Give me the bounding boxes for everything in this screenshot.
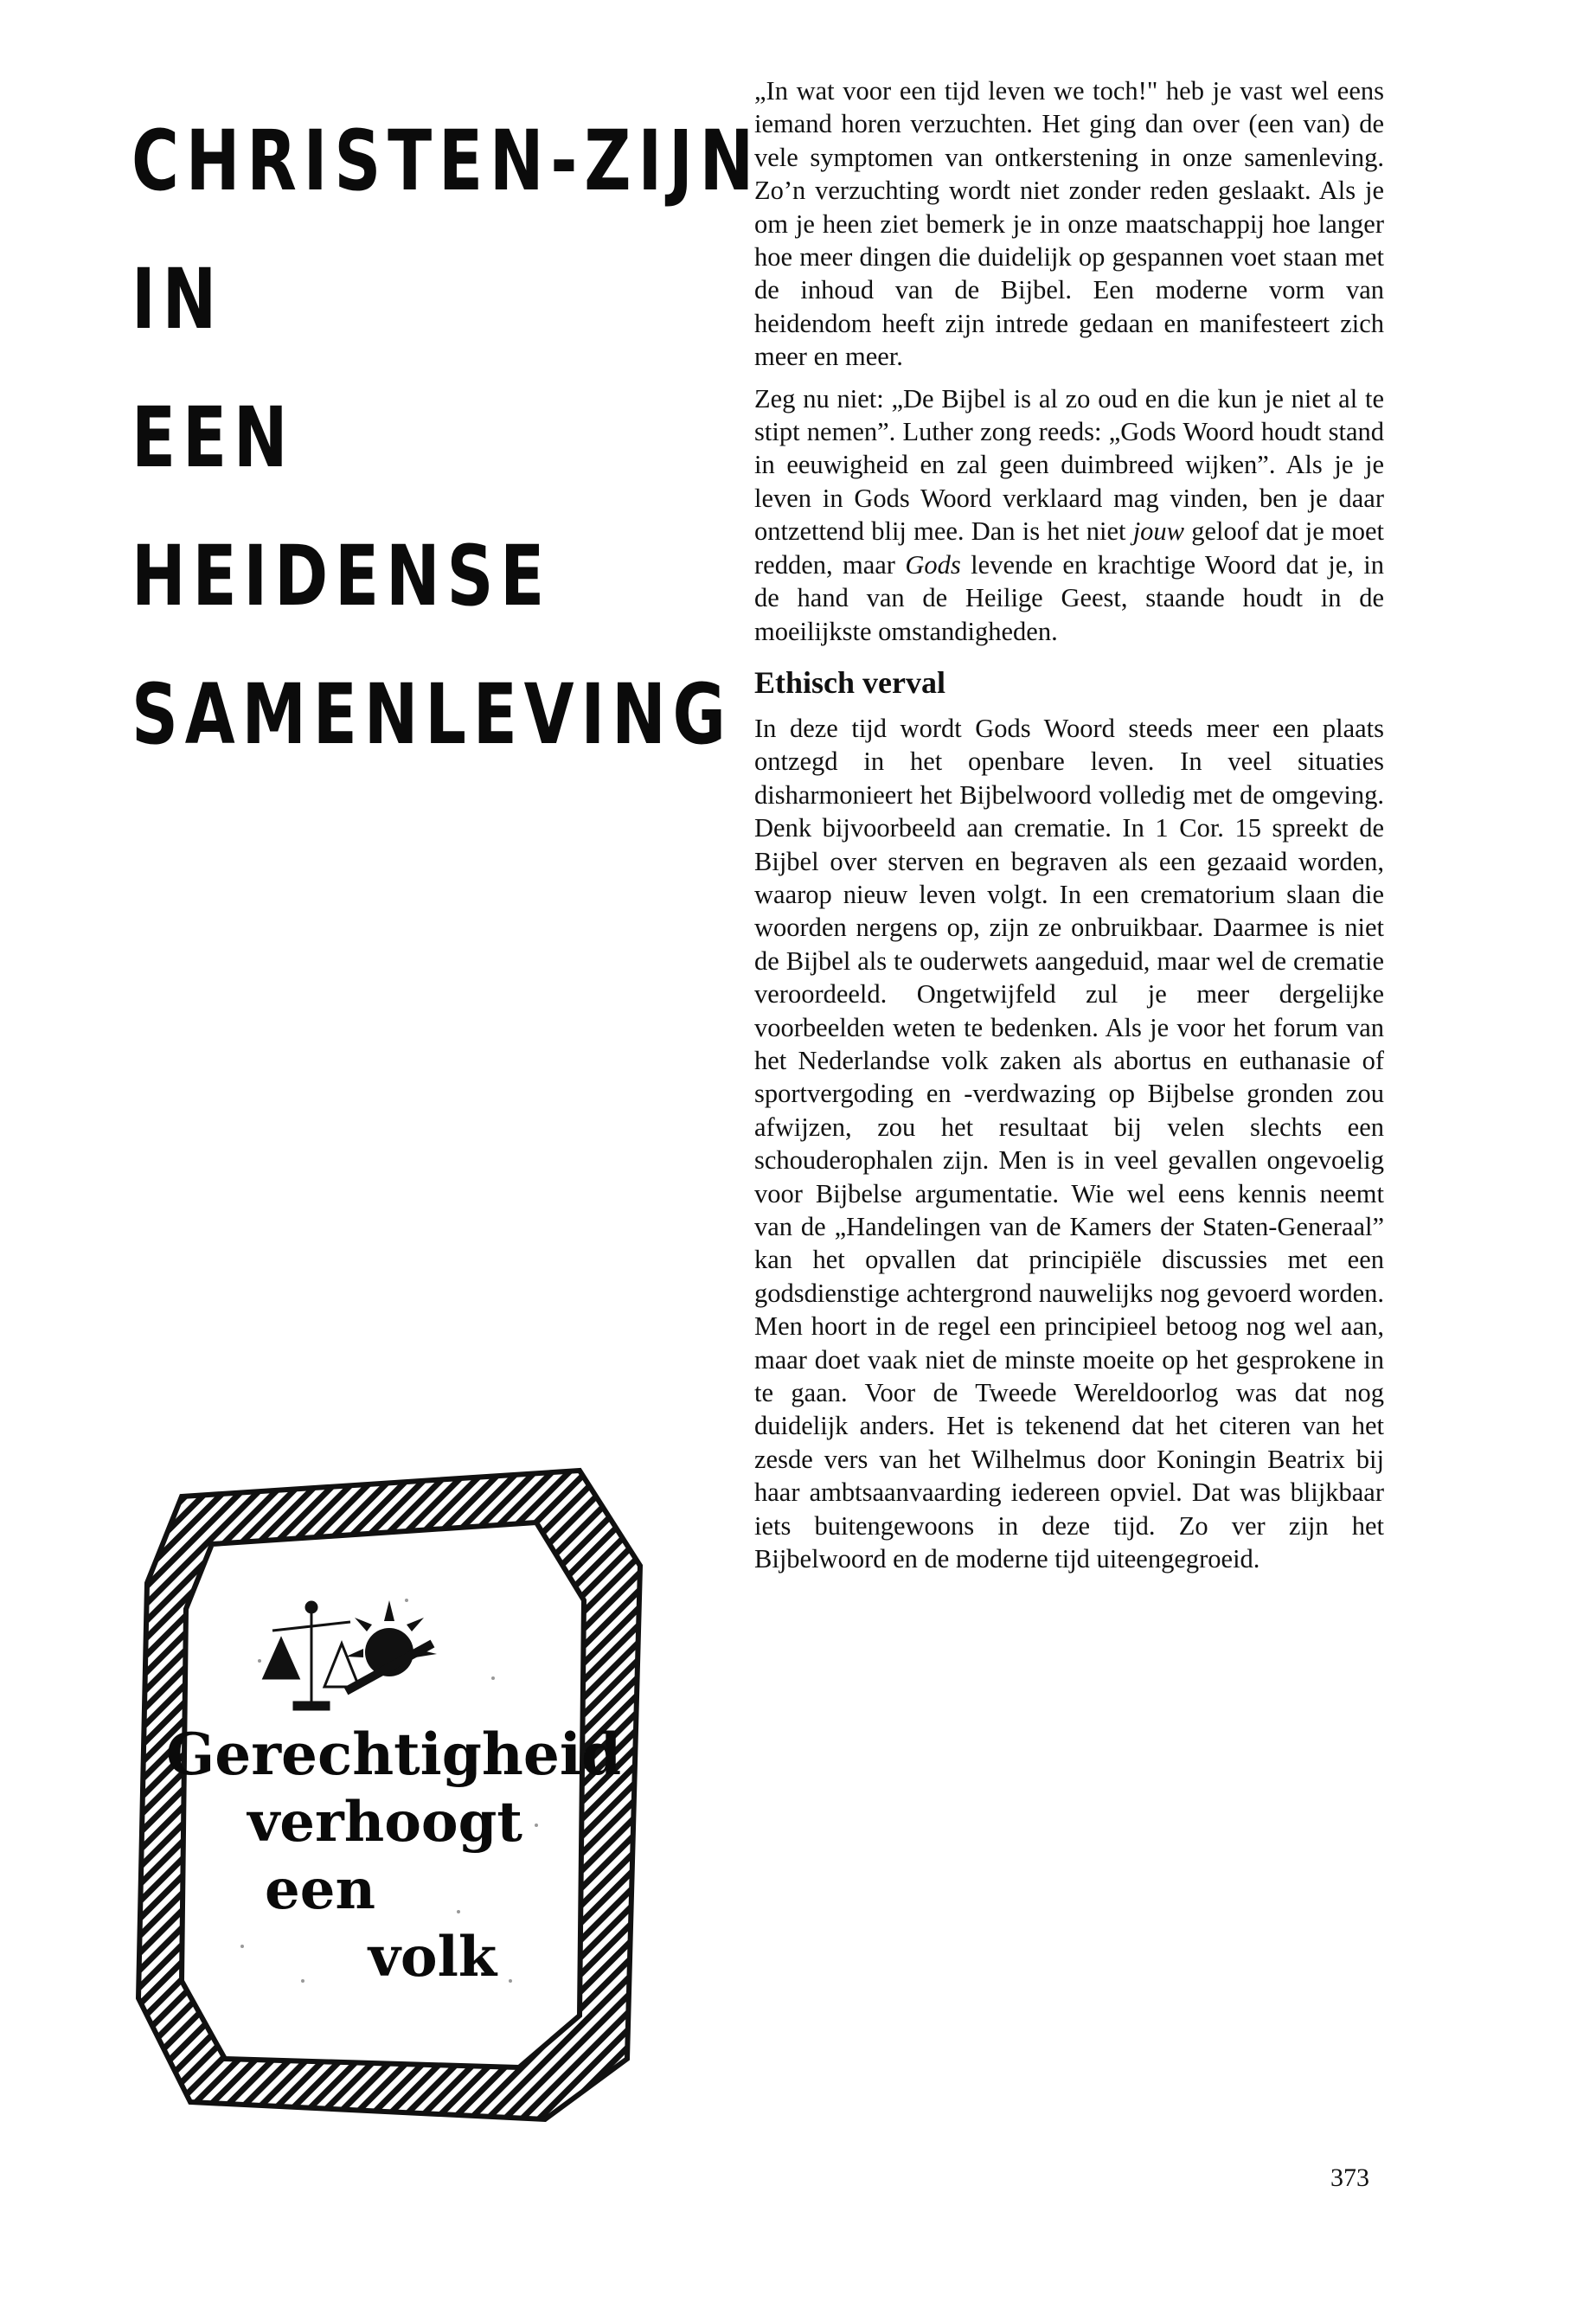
scales-of-justice-icon <box>260 1592 441 1721</box>
motto-line-4: volk <box>368 1925 497 1990</box>
title-line-2: IN <box>131 251 224 348</box>
article-title <box>131 112 761 804</box>
motto-line-1: Gerechtigheid <box>165 1721 622 1788</box>
title-line-5: SAMENLEVING <box>131 666 733 763</box>
title-line-3: EEN <box>131 389 295 486</box>
p2-emphasis-gods: Gods <box>905 549 961 580</box>
intro-paragraph-1: „In wat voor een tijd leven we toch!" heb je vast wel eens iemand horen verzuchten. Het ging dan over (een van) de vele symptomen van ontkerstening in onze samenleving. Zo’n verzuchting wordt niet zonder reden geslaakt. Als je om je heen ziet bemerk je in onze maatschappij hoe langer hoe meer dingen die duidelijk op gespannen voet staan met de inhoud van de Bijbel. Een moderne vorm van heidendom heeft zijn intrede gedaan en manifesteert zich meer en meer. <box>754 76 1384 372</box>
p2-text-a: Zeg nu niet: „De Bijbel is al zo oud en die kun je niet al te stipt nemen”. Luther zong reeds: „Gods Woord houdt stand in eeuwigheid en zal geen duimbreed wijken”. Als je je leven in Gods Woord verklaard mag vinden, ben je daar ontzettend blij mee. Dan is het niet <box>754 383 1384 547</box>
page-number: 373 <box>1330 2163 1369 2192</box>
title-line-4: HEIDENSE <box>131 528 552 625</box>
p2-text-b: geloof dat je moet redden, maar <box>754 516 1384 580</box>
emblem-illustration <box>130 1462 649 2128</box>
section-paragraph: In deze tijd wordt Gods Woord steeds meer een plaats ontzegd in het openbare leven. In veel situaties disharmonieert het Bijbelwoord volledig met de omgeving. Denk bijvoorbeeld aan crematie. In 1 Cor. 15 spreekt de Bijbel over sterven en begraven als een gezaaid worden, waarop nieuw leven volgt. In een crematorium slaan die woorden nergens op, zijn ze onbruikbaar. Daarmee is niet de Bijbel als te ouderwets aangeduid, maar wel de crematie veroordeeld. Ongetwijfeld zul je meer dergelijke voorbeelden weten te bedenken. Als je voor het forum van het Nederlandse volk zaken als abortus en euthanasie of sportvergoding en -verdwazing op Bijbelse gronden zou afwijzen, zou het resultaat bij velen slechts een schouderophalen zijn. Men is in veel gevallen ongevoelig voor Bijbelse argumentatie. Wie wel eens kennis neemt van de „Handelingen van de Kamers der Staten-Generaal” kan het opvallen dat principiële discussies met een godsdienstige achtergrond nauwelijks nog gevoerd worden. Men hoort in de regel een principieel betoog nog wel aan, maar doet vaak niet de minste moeite op het gesprokene in te gaan. Voor de Tweede Wereldoorlog was dat nog duidelijk anders. Het is tekenend dat het citeren van het zesde vers van het Wilhelmus door Koningin Beatrix bij haar ambtsaanvaarding iedereen opviel. Dat was blijkbaar iets buitengewoons in deze tijd. Zo ver zijn het Bijbelwoord en de moderne tijd uiteengegroeid. <box>754 713 1384 1574</box>
title-line-1: CHRISTEN-ZIJN <box>131 112 761 209</box>
motto-line-3: een <box>265 1857 375 1922</box>
p2-emphasis-jouw: jouw <box>1132 516 1185 547</box>
motto-line-2: verhoogt <box>247 1790 522 1855</box>
body-column <box>754 74 1384 1584</box>
p2-text-c: levende en krachtige Woord dat je, in de hand van de Heilige Geest, staande houdt in de moeilijkste omstandigheden. <box>754 549 1385 646</box>
intro-paragraph-2 <box>754 382 1384 648</box>
section-heading: Ethisch verval <box>754 664 945 700</box>
